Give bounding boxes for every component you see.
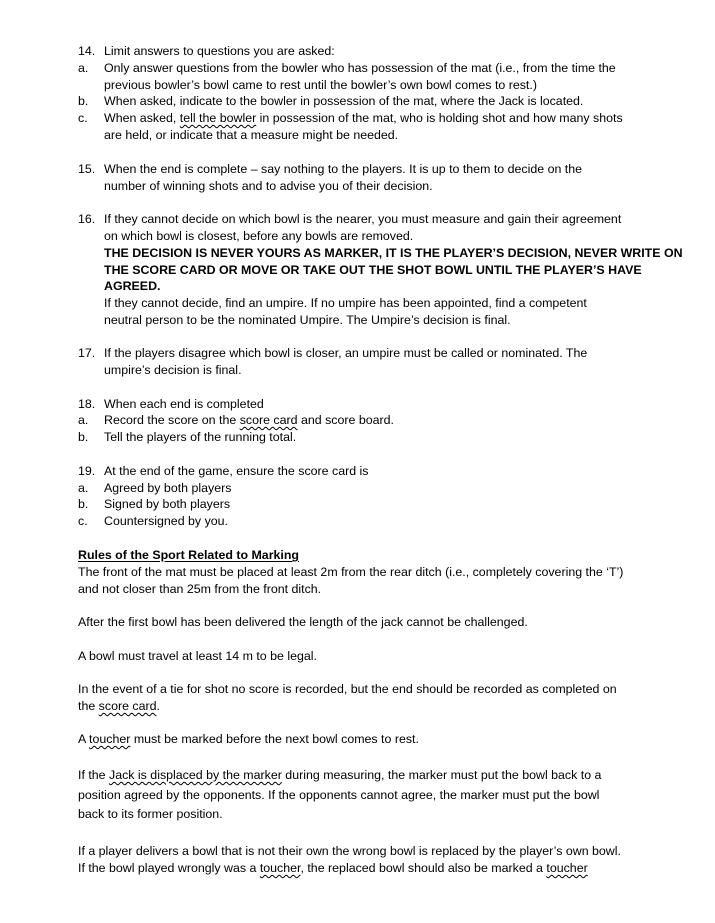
item-text: When the end is complete – say nothing to the players. It is up to them to decide on the xyxy=(104,162,583,176)
item-text: If the players disagree which bowl is closer, an umpire must be called or nominated. The xyxy=(104,346,588,360)
text-run: the xyxy=(78,699,99,713)
text-run: must be marked before the next bowl comes to rest. xyxy=(130,732,419,746)
paragraph-text xyxy=(78,860,588,877)
sub-item-text: Signed by both players xyxy=(104,497,231,511)
sub-item-text: Countersigned by you. xyxy=(104,514,228,528)
sub-item-text: When asked, indicate to the bowler in possession of the mat, where the Jack is located. xyxy=(104,94,584,108)
text-run: If the bowl played wrongly was a xyxy=(78,861,260,875)
paragraph-text: The front of the mat must be placed at least 2m from the rear ditch (i.e., completely covering the ‘T’) xyxy=(78,565,624,579)
text-run: A xyxy=(78,732,90,746)
spelling-flagged-text: score card xyxy=(98,699,157,713)
paragraph-text xyxy=(78,731,419,748)
text-run: When asked, xyxy=(104,111,180,125)
sub-item-text xyxy=(104,412,394,429)
text-run: , the replaced bowl should also be marked a xyxy=(300,861,547,875)
emphasis-text: THE SCORE CARD OR MOVE OR TAKE OUT THE SHOT BOWL UNTIL THE PLAYER’S HAVE xyxy=(104,263,642,277)
item-text: If they cannot decide on which bowl is the nearer, you must measure and gain their agreement xyxy=(104,212,622,226)
paragraph-text xyxy=(78,767,601,784)
spelling-flagged-text: score card xyxy=(239,413,298,427)
spelling-flagged-text: toucher xyxy=(89,732,131,746)
sub-item-text: are held, or indicate that a measure might be needed. xyxy=(104,128,399,142)
emphasis-text: AGREED. xyxy=(104,279,161,293)
paragraph-text: and not closer than 25m from the front ditch. xyxy=(78,582,322,596)
paragraph-text xyxy=(78,698,160,715)
sub-item-label: c. xyxy=(78,514,88,528)
item-number: 17. xyxy=(78,346,96,360)
item-number: 18. xyxy=(78,397,96,411)
item-text: on which bowl is closest, before any bowls are removed. xyxy=(104,229,414,243)
item-text: umpire’s decision is final. xyxy=(104,363,242,377)
sub-item-label: a. xyxy=(78,481,89,495)
sub-item-label: b. xyxy=(78,497,89,511)
text-run: in possession of the mat, who is holding shot and how many shots xyxy=(256,111,623,125)
sub-item-text: Tell the players of the running total. xyxy=(104,430,297,444)
sub-item-label: b. xyxy=(78,94,89,108)
text-run: . xyxy=(156,699,160,713)
item-number: 19. xyxy=(78,464,96,478)
item-text: At the end of the game, ensure the score card is xyxy=(104,464,369,478)
item-number: 15. xyxy=(78,162,96,176)
item-number: 16. xyxy=(78,212,96,226)
item-text: neutral person to be the nominated Umpire. The Umpire’s decision is final. xyxy=(104,313,511,327)
item-text: Limit answers to questions you are asked: xyxy=(104,44,335,58)
section-title: Rules of the Sport Related to Marking xyxy=(78,548,299,562)
sub-item-label: a. xyxy=(78,61,89,75)
paragraph-text: position agreed by the opponents. If the opponents cannot agree, the marker must put the bowl xyxy=(78,788,600,802)
sub-item-text: Only answer questions from the bowler who has possession of the mat (i.e., from the time the xyxy=(104,61,616,75)
item-text: If they cannot decide, find an umpire. If no umpire has been appointed, find a competent xyxy=(104,296,587,310)
text-run: Record the score on the xyxy=(104,413,240,427)
paragraph-text: In the event of a tie for shot no score is recorded, but the end should be recorded as completed on xyxy=(78,682,617,696)
sub-item-label: a. xyxy=(78,413,89,427)
paragraph-text: If a player delivers a bowl that is not their own the wrong bowl is replaced by the player’s own bowl. xyxy=(78,844,621,858)
item-text: number of winning shots and to advise you of their decision. xyxy=(104,179,433,193)
item-text: When each end is completed xyxy=(104,397,264,411)
emphasis-text: THE DECISION IS NEVER YOURS AS MARKER, IT IS THE PLAYER’S DECISION, NEVER WRITE ON xyxy=(104,246,683,260)
item-number: 14. xyxy=(78,44,96,58)
sub-item-label: b. xyxy=(78,430,89,444)
sub-item-label: c. xyxy=(78,111,88,125)
paragraph-text: back to its former position. xyxy=(78,807,223,821)
text-run: during measuring, the marker must put the bowl back to a xyxy=(281,768,602,782)
grammar-flagged-text: tell the bowler xyxy=(179,111,257,125)
paragraph-text: A bowl must travel at least 14 m to be legal. xyxy=(78,649,317,663)
text-run: and score board. xyxy=(297,413,394,427)
sub-item-text xyxy=(104,110,623,127)
paragraph-text: After the first bowl has been delivered the length of the jack cannot be challenged. xyxy=(78,615,528,629)
grammar-flagged-text: Jack is displaced by the marker xyxy=(109,768,282,782)
text-run: If the xyxy=(78,768,109,782)
spelling-flagged-text: toucher xyxy=(259,861,301,875)
sub-item-text: Agreed by both players xyxy=(104,481,232,495)
spelling-flagged-text: toucher xyxy=(546,861,588,875)
sub-item-text: previous bowler’s bowl came to rest until the bowler’s own bowl comes to rest.) xyxy=(104,78,537,92)
